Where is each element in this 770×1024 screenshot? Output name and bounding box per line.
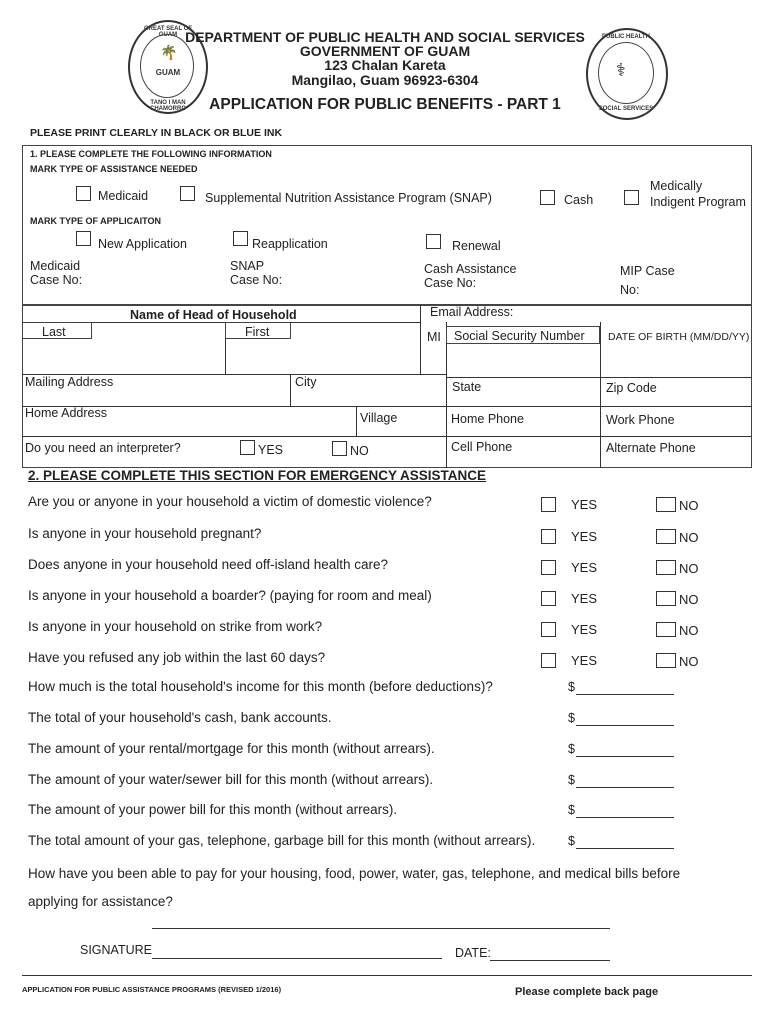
cell-phone-label: Cell Phone <box>451 440 513 454</box>
pay-question-line1: How have you been able to pay for your housing, food, power, water, gas, telephone, and medical bills before <box>28 866 681 881</box>
interpreter-no-label: NO <box>350 444 369 458</box>
pay-question-line2: applying for assistance? <box>28 894 173 909</box>
ssn-label: Social Security Number <box>454 329 585 343</box>
cash-label: Cash <box>564 193 594 207</box>
emergency-question: Is anyone in your household on strike from work? <box>28 619 323 634</box>
palm-tree-icon: 🌴 <box>160 44 178 60</box>
signature-line[interactable] <box>152 958 442 959</box>
assistance-type-label: MARK TYPE OF ASSISTANCE NEEDED <box>30 164 198 174</box>
question-no-label: NO <box>679 561 699 576</box>
renewal-label: Renewal <box>452 239 501 253</box>
date-label: DATE: <box>455 946 491 960</box>
amount-answer-line[interactable] <box>576 787 674 788</box>
emergency-question: Is anyone in your household pregnant? <box>28 526 262 541</box>
question-no-checkbox[interactable] <box>656 497 676 512</box>
emergency-question: Does anyone in your household need off-island health care? <box>28 557 389 572</box>
work-phone-label: Work Phone <box>606 413 675 427</box>
question-yes-checkbox[interactable] <box>541 622 556 637</box>
village-label: Village <box>360 411 398 425</box>
amount-answer-line[interactable] <box>576 694 674 695</box>
snap-case-label: SNAP <box>230 259 265 273</box>
amount-question: The total amount of your gas, telephone, garbage bill for this month (without arrears). <box>28 833 536 848</box>
medicaid-case-no-label: Case No: <box>30 273 83 287</box>
snap-label: Supplemental Nutrition Assistance Program (SNAP) <box>205 191 492 205</box>
right-seal <box>586 28 668 120</box>
cash-case-no-label: Case No: <box>424 276 477 290</box>
question-no-label: NO <box>679 623 699 638</box>
right-seal-top-text: PUBLIC HEALTH <box>602 34 650 40</box>
first-name-label: First <box>245 325 270 339</box>
dollar-sign: $ <box>568 834 575 848</box>
snap-case-no-label: Case No: <box>230 273 283 287</box>
question-no-checkbox[interactable] <box>656 529 676 544</box>
question-yes-checkbox[interactable] <box>541 497 556 512</box>
date-line[interactable] <box>490 960 610 961</box>
left-seal-top-text: GREAT SEAL OF GUAM <box>143 26 193 38</box>
interpreter-yes-label: YES <box>258 443 284 457</box>
question-yes-label: YES <box>571 560 598 575</box>
mailing-address-label: Mailing Address <box>25 375 114 389</box>
amount-answer-line[interactable] <box>576 817 674 818</box>
snap-checkbox[interactable] <box>180 186 195 201</box>
amount-answer-line[interactable] <box>576 848 674 849</box>
question-yes-checkbox[interactable] <box>541 560 556 575</box>
pay-answer-line[interactable] <box>152 928 610 929</box>
left-seal-bottom-text: TANO I MAN CHAMORRO <box>150 100 186 112</box>
dollar-sign: $ <box>568 680 575 694</box>
cash-case-label: Cash Assistance <box>424 262 517 276</box>
alternate-phone-label: Alternate Phone <box>606 441 696 455</box>
amount-answer-line[interactable] <box>576 725 674 726</box>
amount-question: The total of your household's cash, bank accounts. <box>28 710 332 725</box>
zip-label: Zip Code <box>606 381 657 395</box>
question-yes-checkbox[interactable] <box>541 591 556 606</box>
renewal-checkbox[interactable] <box>426 234 441 249</box>
interpreter-yes-checkbox[interactable] <box>240 440 255 455</box>
dollar-sign: $ <box>568 773 575 787</box>
question-no-checkbox[interactable] <box>656 560 676 575</box>
footer-revision: APPLICATION FOR PUBLIC ASSISTANCE PROGRAMS (REVISED 1/2016) <box>22 985 282 994</box>
new-application-label: New Application <box>98 237 187 251</box>
question-no-label: NO <box>679 654 699 669</box>
question-yes-label: YES <box>571 591 598 606</box>
state-label: State <box>452 380 482 394</box>
reapplication-label: Reapplication <box>252 237 328 251</box>
amount-question: The amount of your water/sewer bill for this month (without arrears). <box>28 772 434 787</box>
city-label: City <box>295 375 317 389</box>
section2-heading: 2. PLEASE COMPLETE THIS SECTION FOR EMERGENCY ASSISTANCE <box>28 468 487 483</box>
question-no-checkbox[interactable] <box>656 622 676 637</box>
question-yes-label: YES <box>571 497 598 512</box>
name-header: Name of Head of Household <box>130 308 297 322</box>
question-yes-checkbox[interactable] <box>541 653 556 668</box>
mip-case-no-label: No: <box>620 283 640 297</box>
medicaid-checkbox[interactable] <box>76 186 91 201</box>
question-no-checkbox[interactable] <box>656 653 676 668</box>
form-title: APPLICATION FOR PUBLIC BENEFITS - PART 1 <box>209 96 561 113</box>
email-label: Email Address: <box>430 305 514 319</box>
question-yes-checkbox[interactable] <box>541 529 556 544</box>
reapplication-checkbox[interactable] <box>233 231 248 246</box>
left-seal-center-text: GUAM <box>155 68 181 77</box>
dept-name: DEPARTMENT OF PUBLIC HEALTH AND SOCIAL SERVICES <box>185 29 585 45</box>
signature-label: SIGNATURE <box>80 943 152 957</box>
new-application-checkbox[interactable] <box>76 231 91 246</box>
medicaid-case-label: Medicaid <box>30 259 81 273</box>
address-line2: Mangilao, Guam 96923-6304 <box>291 72 479 88</box>
dob-label: DATE OF BIRTH (MM/DD/YY) <box>608 331 750 343</box>
interpreter-no-checkbox[interactable] <box>332 441 347 456</box>
amount-question: The amount of your rental/mortgage for this month (without arrears). <box>28 741 435 756</box>
question-yes-label: YES <box>571 653 598 668</box>
print-instruction: PLEASE PRINT CLEARLY IN BLACK OR BLUE INK <box>30 127 283 139</box>
section1-heading: 1. PLEASE COMPLETE THE FOLLOWING INFORMATION <box>30 149 272 159</box>
mi-label: MI <box>427 330 441 344</box>
cash-checkbox[interactable] <box>540 190 555 205</box>
mip-case-label: MIP Case <box>620 264 675 278</box>
mip-label-line1: Medically <box>650 179 703 193</box>
caduceus-icon: ⚕ <box>616 60 626 80</box>
right-seal-bottom-text: SOCIAL SERVICES <box>598 106 654 112</box>
medicaid-label: Medicaid <box>98 189 149 203</box>
home-phone-label: Home Phone <box>451 412 524 426</box>
amount-question: How much is the total household's income for this month (before deductions)? <box>28 679 493 694</box>
amount-answer-line[interactable] <box>576 756 674 757</box>
home-address-label: Home Address <box>25 406 107 420</box>
emergency-question: Have you refused any job within the last 60 days? <box>28 650 326 665</box>
mip-checkbox[interactable] <box>624 190 639 205</box>
amount-question: The amount of your power bill for this month (without arrears). <box>28 802 398 817</box>
question-no-checkbox[interactable] <box>656 591 676 606</box>
footer-back-page: Please complete back page <box>515 986 659 998</box>
question-no-label: NO <box>679 498 699 513</box>
last-name-label: Last <box>42 325 66 339</box>
question-yes-label: YES <box>571 529 598 544</box>
dollar-sign: $ <box>568 711 575 725</box>
dollar-sign: $ <box>568 803 575 817</box>
question-yes-label: YES <box>571 622 598 637</box>
gov-name: GOVERNMENT OF GUAM <box>299 43 471 59</box>
interpreter-question: Do you need an interpreter? <box>25 441 181 455</box>
mip-label-line2: Indigent Program <box>650 195 746 209</box>
address-line1: 123 Chalan Kareta <box>324 57 446 73</box>
applicant-type-label: MARK TYPE OF APPLICAITON <box>30 216 162 226</box>
question-no-label: NO <box>679 530 699 545</box>
emergency-question: Is anyone in your household a boarder? (paying for room and meal) <box>28 588 432 603</box>
emergency-question: Are you or anyone in your household a victim of domestic violence? <box>28 494 432 509</box>
question-no-label: NO <box>679 592 699 607</box>
dollar-sign: $ <box>568 742 575 756</box>
